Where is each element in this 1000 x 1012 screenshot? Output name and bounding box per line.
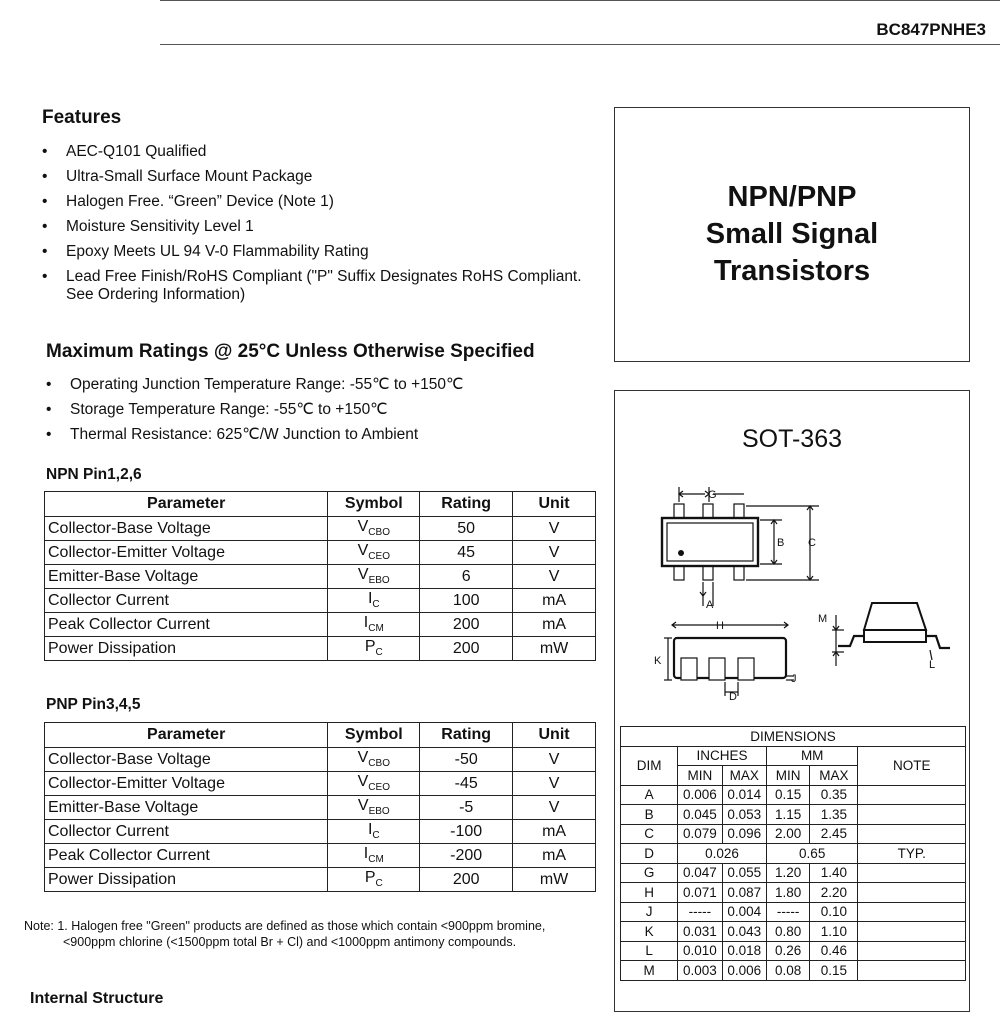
rating-cell: -50	[420, 748, 513, 772]
symbol-cell	[328, 565, 420, 589]
title-box	[614, 107, 970, 362]
rating-cell: -200	[420, 844, 513, 868]
mm-min-cell: 0.80	[766, 922, 809, 942]
parameter-cell: Collector-Base Voltage	[45, 517, 328, 541]
rating-cell: 200	[420, 637, 513, 661]
table-row	[45, 565, 596, 589]
inches-max-cell: 0.014	[722, 785, 766, 805]
table-row	[621, 863, 966, 883]
note-line-1: Note: 1. Halogen free "Green" products are defined as those which contain <900ppm bromine,	[24, 919, 546, 933]
title-line-1: NPN/PNP	[727, 181, 857, 213]
parameter-cell: Power Dissipation	[45, 637, 328, 661]
symbol-letter: V	[357, 749, 369, 767]
note-cell: TYP.	[858, 844, 966, 864]
parameter-cell: Power Dissipation	[45, 868, 328, 892]
table-row	[45, 772, 596, 796]
table-row	[621, 824, 966, 844]
parameter-cell: Peak Collector Current	[45, 613, 328, 637]
symbol-subscript: CM	[368, 623, 384, 635]
symbol-letter: P	[364, 869, 376, 887]
note-1	[24, 918, 545, 950]
dim-cell: K	[621, 922, 678, 942]
unit-cell: V	[513, 565, 596, 589]
note-cell	[858, 805, 966, 825]
rating-cell: 200	[420, 868, 513, 892]
col-rating: Rating	[420, 723, 513, 748]
rating-cell: -100	[420, 820, 513, 844]
symbol-cell	[328, 796, 420, 820]
symbol-letter: I	[363, 614, 369, 632]
rating-cell: 50	[420, 517, 513, 541]
symbol-subscript: C	[375, 647, 383, 659]
col-unit: Unit	[513, 723, 596, 748]
inches-cell: 0.026	[678, 844, 767, 864]
label-d: D	[729, 691, 737, 703]
symbol-cell	[328, 868, 420, 892]
inches-max-cell: 0.004	[722, 902, 766, 922]
dim-cell: H	[621, 883, 678, 903]
symbol-letter: V	[357, 542, 369, 560]
unit-cell: mA	[513, 844, 596, 868]
label-g: G	[708, 489, 717, 501]
parameter-cell: Collector-Emitter Voltage	[45, 772, 328, 796]
unit-cell: V	[513, 517, 596, 541]
table-row	[45, 868, 596, 892]
npn-ratings-table	[44, 491, 596, 661]
part-number: BC847PNHE3	[876, 20, 986, 39]
note-cell	[858, 863, 966, 883]
features-title: Features	[42, 107, 122, 128]
mm-min-cell: 1.20	[766, 863, 809, 883]
title-line-2: Small Signal	[705, 218, 879, 250]
col-symbol: Symbol	[328, 492, 420, 517]
ratings-title: Maximum Ratings @ 25°C Unless Otherwise Specified	[46, 341, 535, 362]
table-row	[621, 941, 966, 961]
npn-title: NPN Pin1,2,6	[46, 466, 142, 483]
label-h: H	[716, 620, 724, 632]
unit-cell: mA	[513, 613, 596, 637]
table-row	[621, 961, 966, 981]
symbol-cell	[328, 748, 420, 772]
mm-max-cell: 1.35	[810, 805, 858, 825]
col-symbol: Symbol	[328, 723, 420, 748]
label-m: M	[818, 613, 828, 625]
label-a: A	[706, 599, 714, 611]
symbol-letter: V	[357, 518, 369, 536]
col-parameter: Parameter	[45, 723, 328, 748]
mm-min-cell: 0.26	[766, 941, 809, 961]
symbol-subscript: CEO	[368, 782, 390, 794]
col-in-min: MIN	[678, 766, 722, 786]
unit-cell: V	[513, 796, 596, 820]
inches-min-cell: 0.006	[678, 785, 722, 805]
col-inches: INCHES	[678, 746, 767, 766]
list-item: • Ultra-Small Surface Mount Package	[42, 168, 587, 186]
table-row	[45, 613, 596, 637]
inches-max-cell: 0.087	[722, 883, 766, 903]
unit-cell: V	[513, 541, 596, 565]
symbol-letter: V	[357, 566, 369, 584]
dim-cell: J	[621, 902, 678, 922]
mm-min-cell: 2.00	[766, 824, 809, 844]
symbol-letter: V	[357, 797, 369, 815]
inches-min-cell: 0.003	[678, 961, 722, 981]
list-item: • Lead Free Finish/RoHS Compliant ("P" Suffix Designates RoHS Compliant. See Ordering Information)	[42, 268, 587, 304]
col-in-max: MAX	[722, 766, 766, 786]
inches-max-cell: 0.043	[722, 922, 766, 942]
symbol-subscript: CM	[368, 854, 384, 866]
note-cell	[858, 922, 966, 942]
note-cell	[858, 961, 966, 981]
note-line-2: <900ppm chlorine (<1500ppm total Br + Cl) and <1000ppm antimony compounds.	[63, 935, 517, 949]
parameter-cell: Emitter-Base Voltage	[45, 565, 328, 589]
unit-cell: V	[513, 772, 596, 796]
inches-max-cell: 0.055	[722, 863, 766, 883]
table-row	[45, 796, 596, 820]
col-mm-min: MIN	[766, 766, 809, 786]
dim-cell: G	[621, 863, 678, 883]
internal-structure-title: Internal Structure	[30, 990, 164, 1007]
table-row	[621, 922, 966, 942]
symbol-subscript: CEO	[368, 551, 390, 563]
mm-max-cell: 0.10	[810, 902, 858, 922]
table-row	[621, 785, 966, 805]
inches-min-cell: 0.071	[678, 883, 722, 903]
mm-max-cell: 1.10	[810, 922, 858, 942]
symbol-cell	[328, 613, 420, 637]
inches-min-cell: 0.079	[678, 824, 722, 844]
symbol-letter: P	[364, 638, 376, 656]
list-item: • AEC-Q101 Qualified	[42, 143, 587, 161]
dim-cell: A	[621, 785, 678, 805]
list-item: • Operating Junction Temperature Range: -55℃ to +150℃	[46, 376, 601, 394]
mm-max-cell: 0.46	[810, 941, 858, 961]
inches-min-cell: 0.045	[678, 805, 722, 825]
mm-max-cell: 2.45	[810, 824, 858, 844]
table-row	[621, 805, 966, 825]
inches-min-cell: 0.031	[678, 922, 722, 942]
dim-cell: C	[621, 824, 678, 844]
unit-cell: mW	[513, 637, 596, 661]
list-item: • Thermal Resistance: 625℃/W Junction to Ambient	[46, 426, 601, 444]
table-row	[621, 883, 966, 903]
dim-cell: B	[621, 805, 678, 825]
note-cell	[858, 883, 966, 903]
parameter-cell: Peak Collector Current	[45, 844, 328, 868]
rating-cell: 6	[420, 565, 513, 589]
device-title	[615, 179, 969, 290]
list-item: • Halogen Free. “Green” Device (Note 1)	[42, 193, 587, 211]
side-view	[664, 622, 794, 696]
col-mm-max: MAX	[810, 766, 858, 786]
note-cell	[858, 824, 966, 844]
mm-min-cell: 0.08	[766, 961, 809, 981]
mm-max-cell: 0.35	[810, 785, 858, 805]
title-line-3: Transistors	[713, 255, 871, 287]
features-list	[42, 143, 587, 311]
mm-min-cell: -----	[766, 902, 809, 922]
inches-max-cell: 0.096	[722, 824, 766, 844]
pnp-ratings-table	[44, 722, 596, 892]
list-item: • Moisture Sensitivity Level 1	[42, 218, 587, 236]
symbol-cell	[328, 637, 420, 661]
mm-cell: 0.65	[766, 844, 858, 864]
unit-cell: mA	[513, 589, 596, 613]
symbol-cell	[328, 541, 420, 565]
mm-max-cell: 2.20	[810, 883, 858, 903]
symbol-cell	[328, 772, 420, 796]
note-cell	[858, 902, 966, 922]
rating-cell: 100	[420, 589, 513, 613]
inches-max-cell: 0.006	[722, 961, 766, 981]
label-k: K	[654, 655, 662, 667]
parameter-cell: Collector Current	[45, 589, 328, 613]
mm-min-cell: 1.80	[766, 883, 809, 903]
symbol-subscript: EBO	[368, 575, 390, 587]
table-row	[621, 902, 966, 922]
package-outline-drawing	[614, 470, 970, 722]
table-row	[621, 844, 966, 864]
list-item: • Epoxy Meets UL 94 V-0 Flammability Rating	[42, 243, 587, 261]
top-view	[662, 487, 819, 606]
unit-cell: V	[513, 748, 596, 772]
symbol-subscript: C	[372, 599, 380, 611]
table-row	[45, 844, 596, 868]
col-rating: Rating	[420, 492, 513, 517]
table-row	[45, 589, 596, 613]
note-cell	[858, 941, 966, 961]
dim-cell: M	[621, 961, 678, 981]
parameter-cell: Emitter-Base Voltage	[45, 796, 328, 820]
ratings-list	[46, 376, 601, 451]
col-note: NOTE	[858, 746, 966, 785]
dim-cell: D	[621, 844, 678, 864]
symbol-cell	[328, 844, 420, 868]
inches-min-cell: -----	[678, 902, 722, 922]
label-c: C	[808, 537, 816, 549]
table-row	[45, 820, 596, 844]
pnp-title: PNP Pin3,4,5	[46, 696, 141, 713]
parameter-cell: Collector-Base Voltage	[45, 748, 328, 772]
col-unit: Unit	[513, 492, 596, 517]
parameter-cell: Collector Current	[45, 820, 328, 844]
note-cell	[858, 785, 966, 805]
package-name: SOT-363	[741, 425, 843, 453]
mm-min-cell: 0.15	[766, 785, 809, 805]
unit-cell: mW	[513, 868, 596, 892]
table-row	[45, 748, 596, 772]
symbol-letter: V	[357, 773, 369, 791]
rating-cell: -45	[420, 772, 513, 796]
symbol-cell	[328, 820, 420, 844]
symbol-letter: I	[367, 821, 373, 839]
table-row	[45, 517, 596, 541]
symbol-subscript: C	[372, 830, 380, 842]
parameter-cell: Collector-Emitter Voltage	[45, 541, 328, 565]
label-l: L	[929, 659, 936, 671]
col-mm: MM	[766, 746, 858, 766]
header-rule	[160, 44, 1000, 45]
dimensions-table	[620, 726, 966, 981]
mm-min-cell: 1.15	[766, 805, 809, 825]
col-dim: DIM	[621, 746, 678, 785]
rating-cell: 200	[420, 613, 513, 637]
inches-min-cell: 0.010	[678, 941, 722, 961]
table-row	[45, 637, 596, 661]
label-b: B	[777, 537, 785, 549]
col-parameter: Parameter	[45, 492, 328, 517]
rating-cell: 45	[420, 541, 513, 565]
symbol-subscript: CBO	[368, 758, 390, 770]
symbol-cell	[328, 589, 420, 613]
unit-cell: mA	[513, 820, 596, 844]
end-view	[832, 603, 950, 666]
symbol-subscript: EBO	[368, 806, 390, 818]
label-j: J	[791, 673, 797, 685]
inches-max-cell: 0.053	[722, 805, 766, 825]
dim-cell: L	[621, 941, 678, 961]
dimensions-title: DIMENSIONS	[621, 727, 966, 747]
symbol-subscript: CBO	[368, 527, 390, 539]
list-item: • Storage Temperature Range: -55℃ to +150℃	[46, 401, 601, 419]
inches-min-cell: 0.047	[678, 863, 722, 883]
rating-cell: -5	[420, 796, 513, 820]
top-rule	[160, 0, 1000, 1]
inches-max-cell: 0.018	[722, 941, 766, 961]
symbol-letter: I	[363, 845, 369, 863]
table-row	[45, 541, 596, 565]
symbol-cell	[328, 517, 420, 541]
mm-max-cell: 1.40	[810, 863, 858, 883]
symbol-subscript: C	[375, 878, 383, 890]
symbol-letter: I	[367, 590, 373, 608]
mm-max-cell: 0.15	[810, 961, 858, 981]
